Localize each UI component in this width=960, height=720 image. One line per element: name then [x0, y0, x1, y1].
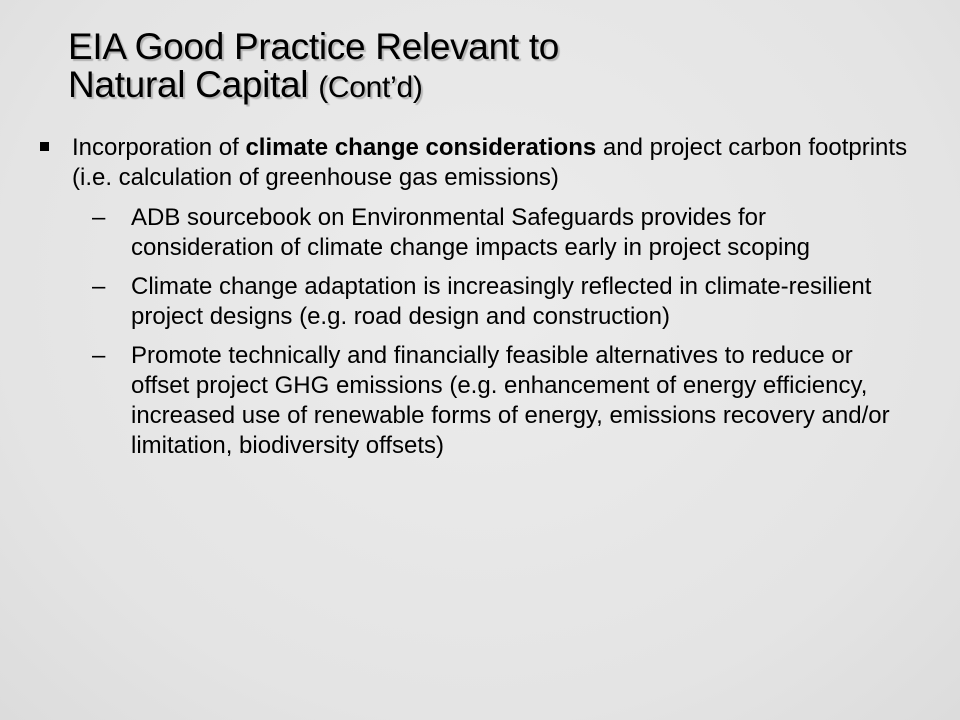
- sub-item: [36, 341, 906, 461]
- slide-title: [68, 28, 908, 107]
- dash-marker: –: [92, 273, 106, 300]
- sub-item: [36, 203, 906, 263]
- title-main-text: Natural Capital: [68, 64, 309, 105]
- title-line-1: EIA Good Practice Relevant to: [68, 26, 560, 67]
- bullet-text-bold: climate change considerations: [245, 134, 597, 161]
- slide-content: [36, 133, 916, 470]
- sub-item-text: Climate change adaptation is increasingly reflected in climate-resilient project designs (e.g. road design and construction): [131, 273, 872, 330]
- square-bullet-icon: [40, 142, 49, 151]
- dash-marker: –: [92, 342, 106, 369]
- main-bullet: [36, 133, 916, 193]
- bullet-text-post: and project carbon footprints (i.e. calculation of greenhouse gas emissions): [72, 134, 908, 191]
- sub-item: [36, 272, 906, 332]
- sub-item-text: Promote technically and financially feasible alternatives to reduce or offset project GHG emissions (e.g. enhancement of energy efficiency, increased use of renewable forms of energy, emissions recovery and/or limitation, biodiversity offsets): [131, 342, 890, 459]
- bullet-text-pre: Incorporation of: [72, 134, 246, 161]
- title-suffix: (Cont’d): [318, 71, 423, 104]
- title-line-2: [68, 66, 908, 107]
- dash-marker: –: [92, 204, 106, 231]
- sub-item-text: ADB sourcebook on Environmental Safeguards provides for consideration of climate change impacts early in project scoping: [131, 204, 811, 261]
